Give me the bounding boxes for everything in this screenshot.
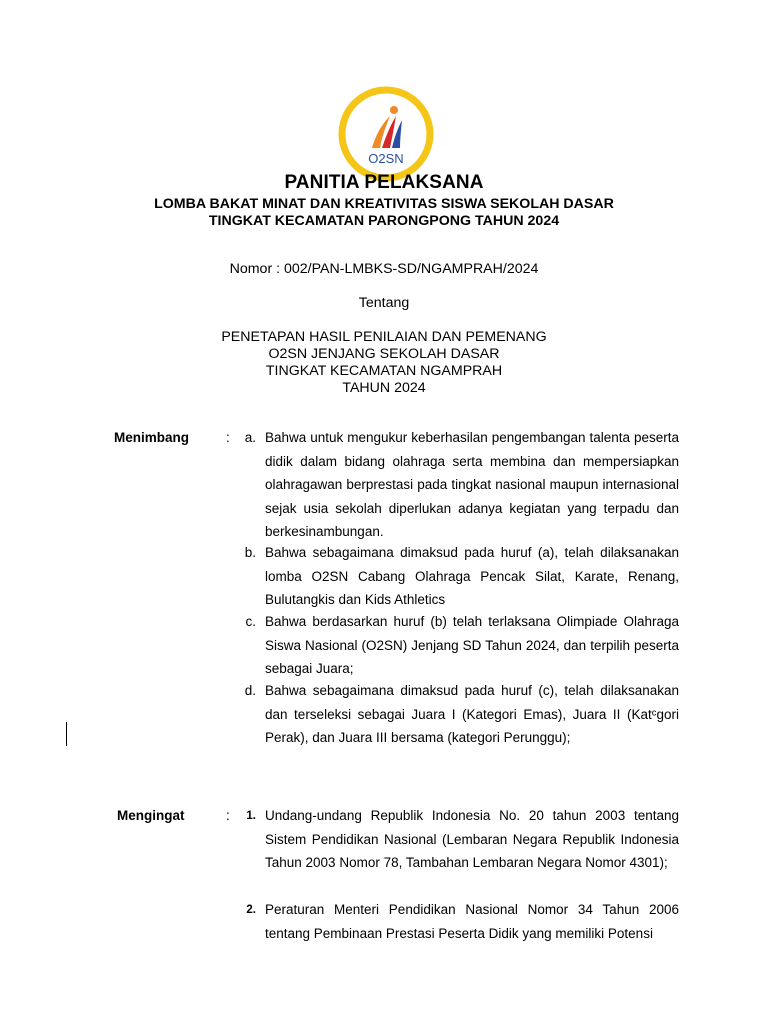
penetapan-line-2: O2SN JENJANG SEKOLAH DASAR	[268, 346, 500, 362]
menimbang-item-d: Bahwa sebagaimana dimaksud pada huruf (c), telah dilaksanakan dan terseleksi sebagai Juara I (Kategori Emas), Juara II (Katᶜgori Perak), dan Juara III bersama (kategori Perunggu);	[265, 683, 679, 745]
menimbang-label: Menimbang	[114, 430, 190, 445]
mengingat-item-1: Undang-undang Republik Indonesia No. 20 tahun 2003 tentang Sistem Pendidikan Nasional (Lembaran Negara Republik Indonesia Tahun 2003 Nomor 78, Tambahan Lembaran Negara Nomor 4301);	[265, 808, 679, 870]
logo-text: O2SN	[368, 151, 404, 166]
mengingat-colon: :	[226, 808, 230, 823]
document-title: PANITIA PELAKSANA	[284, 172, 484, 193]
penetapan-line-1: PENETAPAN HASIL PENILAIAN DAN PEMENANG	[221, 329, 547, 345]
penetapan-line-3: TINGKAT KECAMATAN NGAMPRAH	[265, 363, 503, 379]
menimbang-item-c: Bahwa berdasarkan huruf (b) telah terlaksana Olimpiade Olahraga Siswa Nasional (O2SN) Jenjang SD Tahun 2024, dan terpilih peserta sebagai Juara;	[265, 614, 679, 676]
mengingat-label: Mengingat	[117, 808, 185, 823]
tentang-label: Tentang	[358, 295, 410, 311]
menimbang-marker-b: b.	[244, 545, 256, 560]
menimbang-marker-d: d.	[244, 683, 256, 698]
mengingat-marker-2: 2.	[246, 904, 256, 916]
menimbang-colon: :	[226, 430, 230, 445]
document-number: Nomor : 002/PAN-LMBKS-SD/NGAMPRAH/2024	[229, 261, 539, 277]
mengingat-marker-1: 1.	[246, 810, 256, 822]
o2sn-logo	[338, 86, 434, 182]
menimbang-marker-a: a.	[244, 430, 256, 445]
subtitle-line-1: LOMBA BAKAT MINAT DAN KREATIVITAS SISWA SEKOLAH DASAR	[154, 196, 614, 212]
text-cursor	[66, 722, 67, 746]
penetapan-line-4: TAHUN 2024	[342, 380, 426, 396]
menimbang-item-a: Bahwa untuk mengukur keberhasilan pengembangan talenta peserta didik dalam bidang olahraga serta membina dan mempersiapkan olahragawan berprestasi pada tingkat nasional maupun internasional sejak usia sekolah diperlukan adanya kegiatan yang terpadu dan berkesinambungan.	[265, 430, 679, 539]
subtitle-line-2: TINGKAT KECAMATAN PARONGPONG TAHUN 2024	[208, 213, 560, 229]
menimbang-marker-c: c.	[245, 614, 256, 629]
menimbang-item-b: Bahwa sebagaimana dimaksud pada huruf (a), telah dilaksanakan lomba O2SN Cabang Olahraga Pencak Silat, Karate, Renang, Bulutangkis dan Kids Athletics	[265, 545, 679, 607]
mengingat-item-2: Peraturan Menteri Pendidikan Nasional Nomor 34 Tahun 2006 tentang Pembinaan Prestasi Peserta Didik yang memiliki Potensi	[265, 902, 679, 941]
